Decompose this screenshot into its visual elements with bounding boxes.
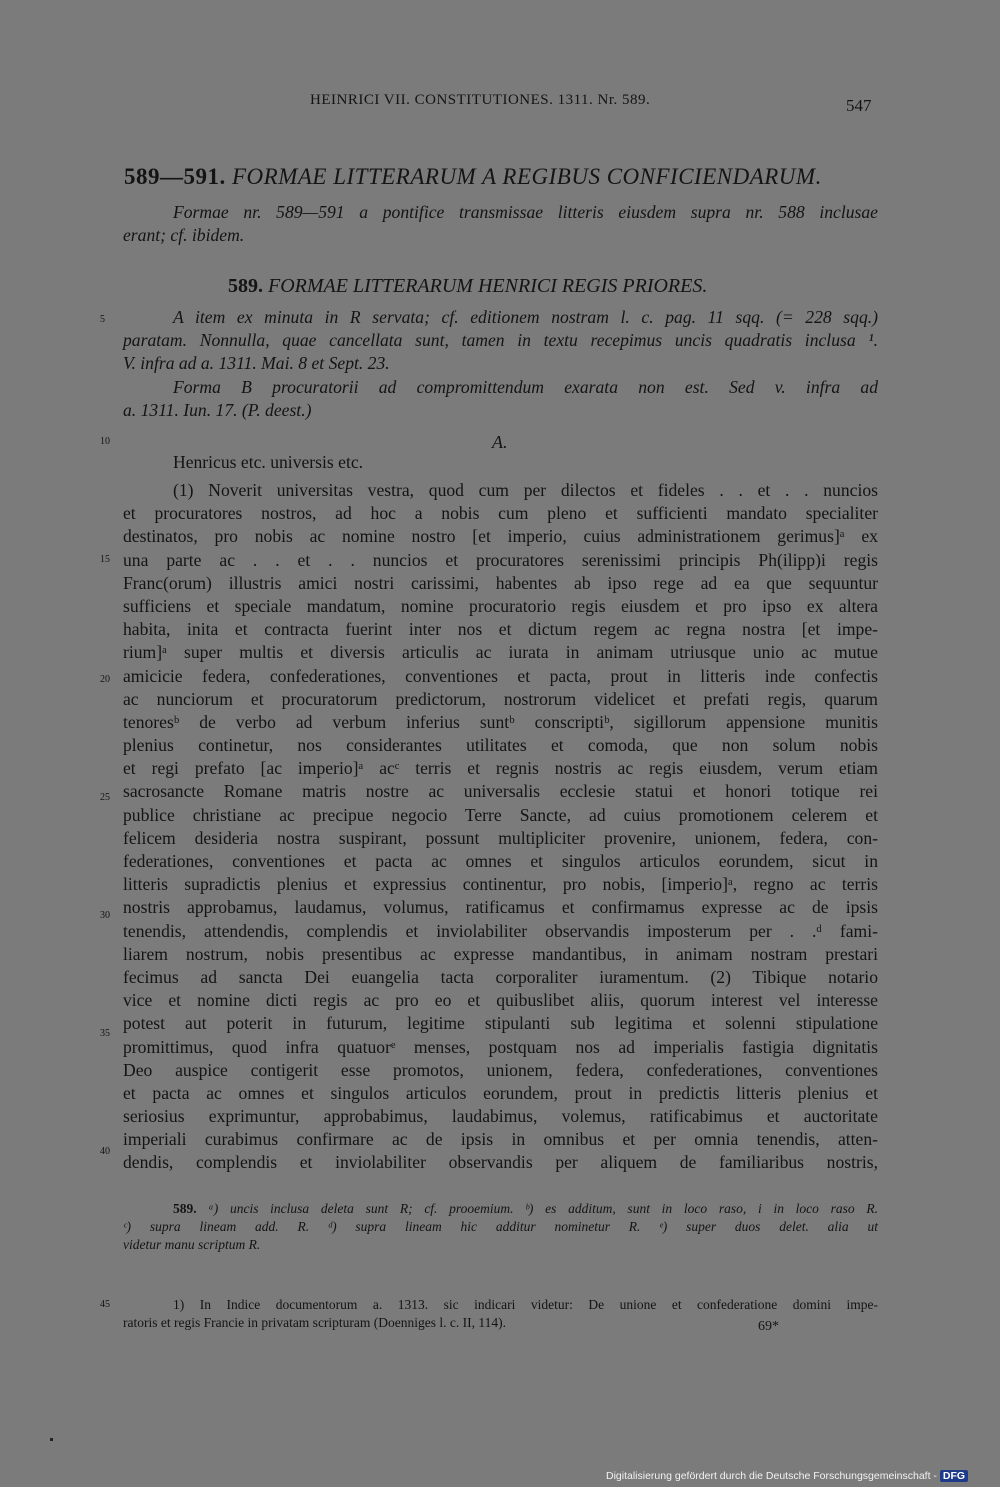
body-line: plenius continetur, nos considerantes utilitates et comoda, que non solum nobis	[123, 735, 878, 756]
body-line: ac nunciorum et procuratorum predictorum, nostrorum videlicet et prefati regis, quarum	[123, 688, 878, 709]
scan-speck	[50, 1438, 53, 1441]
body-line: promittimus, quod infra quatuorᵉ menses, postquam nos ad imperialis fastigia dignitatis	[123, 1036, 878, 1057]
footnote-line: videtur manu scriptum R.	[123, 1237, 261, 1252]
body-line: vice et nomine dicti regis ac pro eo et quibuslibet aliis, quorum interest vel interesse	[123, 990, 878, 1011]
preface-line: A item ex minuta in R servata; cf. editionem nostram l. c. pag. 11 sqq. (= 228 sqq.)	[173, 307, 878, 327]
line-number: 15	[100, 554, 110, 565]
body-line: et regi prefato [ac imperio]ᵃ acᶜ terris et regnis nostris ac regis eiusdem, verum etiam	[123, 758, 878, 779]
body-line: destinatos, pro nobis ac nomine nostro [et imperio, cuius administrationem gerimus]ᵃ ex	[123, 526, 878, 547]
body-line: et procuratores nostros, ad hoc a nobis cum pleno et sufficienti mandato specialiter	[123, 503, 878, 524]
document-preface	[123, 306, 878, 422]
body-line: (1) Noverit universitas vestra, quod cum per dilectos et fideles . . et . . nuncios	[173, 480, 878, 500]
document-title-text: FORMAE LITTERARUM HENRICI REGIS PRIORES.	[268, 275, 708, 297]
body-line: habita, inita et contracta fuerint inter nos et dictum regem ac regna nostra [et impe-	[123, 619, 878, 640]
note-line: ratoris et regis Francie in privatam scripturam (Doenniges l. c. II, 114).	[123, 1315, 507, 1330]
running-head: HEINRICI VII. CONSTITUTIONES. 1311. Nr. 589.	[310, 92, 651, 108]
critical-apparatus	[123, 1200, 878, 1254]
digitization-text: Digitalisierung gefördert durch die Deutsche Forschungsgemeinschaft -	[606, 1470, 937, 1482]
salutation-block	[123, 451, 878, 474]
line-number: 20	[100, 674, 110, 685]
salutation: Henricus etc. universis etc.	[173, 452, 364, 472]
section-a-heading: A.	[492, 432, 508, 452]
preface-line: V. infra ad a. 1311. Mai. 8 et Sept. 23.	[123, 353, 390, 374]
line-number: 40	[100, 1146, 110, 1157]
preface-line: Forma B procuratorii ad compromittendum exarata non est. Sed v. infra ad	[173, 376, 878, 397]
section-number: 589—591.	[124, 164, 226, 189]
section-title	[124, 164, 822, 190]
digitization-notice	[606, 1470, 968, 1482]
preface-line: a. 1311. Iun. 17. (P. deest.)	[123, 399, 312, 420]
body-line: litteris supradictis plenius et expressius continentur, pro nobis, [imperio]ᵃ, regno ac terris	[123, 874, 878, 895]
body-line: Franc(orum) illustris amici nostri carissimi, habentes ab ipso rege ad ea que sequuntur	[123, 572, 878, 593]
body-line: sacrosancte Romane matris nostre ac universalis ecclesie statui et honori totique rei	[123, 781, 878, 802]
body-line: tenendis, attendendis, complendis et inviolabiliter observandis imposterum per . .ᵈ fami-	[123, 920, 878, 941]
body-line: una parte ac . . et . . nuncios et procuratores serenissimi principis Ph(ilipp)i regis	[123, 549, 878, 570]
line-number: 10	[100, 436, 110, 447]
dfg-logo: DFG	[940, 1470, 968, 1482]
footnote-line: ᶜ) supra lineam add. R. ᵈ) supra lineam hic additur nominetur R. ᵉ) super duos delet. alia ut	[123, 1219, 878, 1234]
footnote-marker: 589.	[173, 1201, 197, 1216]
section-intro	[123, 201, 878, 247]
section-title-text: FORMAE LITTERARUM A REGIBUS CONFICIENDARUM.	[232, 164, 822, 189]
line-number: 25	[100, 792, 110, 803]
page-number: 547	[846, 96, 872, 115]
line-number: 30	[100, 910, 110, 921]
body-line: tenoresᵇ de verbo ad verbum inferius suntᵇ conscriptiᵇ, sigillorum appensione munitis	[123, 711, 878, 732]
body-line: imperiali curabimus confirmare ac de ipsis in omnibus et per omnia tenendis, atten-	[123, 1129, 878, 1150]
body-line: liarem nostrum, nobis presentibus ac expresse mandantibus, in animam nostram prestari	[123, 943, 878, 964]
body-line: publice christiane ac precipue negocio Terre Sancte, ad cuius promotionem celerem et	[123, 804, 878, 825]
footnote-line	[123, 1200, 878, 1218]
body-line: nostris approbamus, laudamus, volumus, ratificamus et confirmamus expresse ac de ipsis	[123, 897, 878, 918]
body-line: federationes, conventiones et pacta ac omnes et singulos articulos eorundem, sicut in	[123, 851, 878, 871]
document-body	[123, 479, 878, 1175]
footnote-text: ᵃ) uncis inclusa deleta sunt R; cf. prooemium. ᵇ) es additum, sunt in loco raso, i in loco raso R.	[208, 1201, 879, 1216]
body-line: amicicie federa, confederationes, conventiones et pacta, prout in litteris inde confectis	[123, 665, 878, 686]
body-line: sufficiens et speciale mandatum, nomine procuratorio regis eiusdem et pro ipso ex altera	[123, 595, 878, 616]
signature-mark: 69*	[758, 1319, 779, 1334]
intro-line: erant; cf. ibidem.	[123, 225, 245, 246]
body-line: dendis, complendis et inviolabiliter observandis per aliquem de familiaribus nostris,	[123, 1152, 878, 1173]
line-number: 5	[100, 314, 105, 325]
body-line: felicem desideria nostra suspirant, possunt multipliciter provenire, unionem, federa, con-	[123, 827, 878, 848]
line-number: 35	[100, 1028, 110, 1039]
note-line: 1) In Indice documentorum a. 1313. sic indicari videtur: De unione et confederatione domini impe-	[173, 1297, 878, 1312]
body-line: potest aut poterit in futurum, legitime stipulanti sub legitima et solenni stipulatione	[123, 1013, 878, 1034]
body-line: et pacta ac omnes et singulos articulos eorundem, prout in predictis litteris plenius et	[123, 1082, 878, 1103]
body-line: seriosius exprimuntur, approbabimus, laudabimus, volemus, ratificabimus et auctoritate	[123, 1106, 878, 1127]
preface-line: paratam. Nonnulla, quae cancellata sunt, tamen in textu recepimus uncis quadratis inclusa ¹.	[123, 330, 878, 351]
document-number: 589.	[228, 275, 263, 297]
line-number: 45	[100, 1299, 110, 1310]
body-line: fecimus ad sancta Dei euangelia tacta corporaliter iuramentum. (2) Tibique notario	[123, 966, 878, 987]
document-title	[228, 275, 707, 298]
intro-line: Formae nr. 589—591 a pontifice transmissae litteris eiusdem supra nr. 588 inclusae	[173, 202, 878, 222]
body-line: Deo auspice contigerit esse promotos, unionem, federa, confederationes, conventiones	[123, 1059, 878, 1080]
body-line: rium]ᵃ super multis et diversis articulis ac iurata in animam utriusque unio ac mutue	[123, 642, 878, 663]
